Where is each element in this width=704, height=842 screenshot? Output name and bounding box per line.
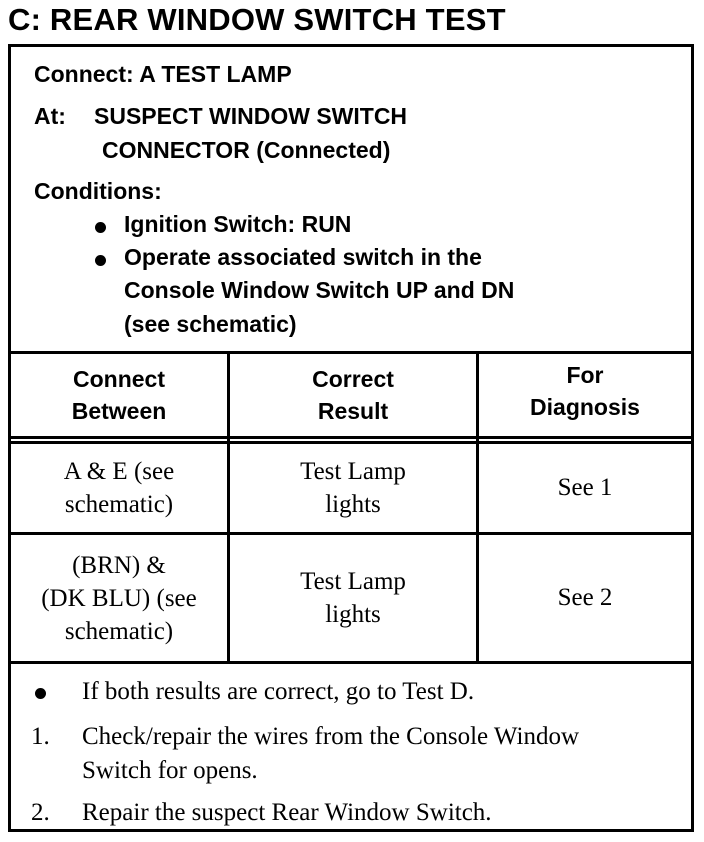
cell-text: Test Lamp (300, 458, 406, 485)
header-text: For (566, 362, 604, 388)
conditions-label: Conditions: (34, 178, 162, 204)
cell-text: schematic) (64, 617, 174, 645)
condition-bullet-icon (95, 222, 106, 233)
header-text: Connect (73, 366, 165, 392)
condition-2-line1: Operate associated switch in the (124, 244, 482, 270)
table-row-2-connect-between (11, 535, 227, 661)
header-text: Diagnosis (530, 394, 640, 420)
cell-text: A & E (see (63, 458, 175, 485)
condition-2-line3: (see schematic) (124, 311, 297, 337)
note-2-marker: 2. (31, 799, 50, 826)
at-label: At: (34, 103, 66, 129)
note-bullet-text: If both results are correct, go to Test D. (82, 678, 475, 705)
table-row-1-diagnosis (479, 444, 691, 532)
header-text: Between (71, 398, 167, 424)
note-1-line1: Check/repair the wires from the Console Window (82, 723, 580, 750)
connect-instruction: Connect: A TEST LAMP (34, 61, 292, 87)
cell-text: (BRN) & (72, 551, 166, 579)
test-procedure-box (8, 44, 694, 832)
at-location-line2: CONNECTOR (Connected) (102, 137, 391, 163)
column-header-connect-between (11, 354, 227, 436)
note-1-marker: 1. (31, 723, 50, 750)
table-row-1-correct-result (230, 444, 476, 532)
header-divider (11, 436, 691, 439)
cell-text: schematic) (64, 491, 174, 518)
cell-text: (DK BLU) (see (41, 584, 197, 612)
note-bullet-icon (35, 688, 46, 699)
row-divider (11, 661, 691, 664)
cell-text: See 1 (557, 474, 613, 501)
page-title: C: REAR WINDOW SWITCH TEST (8, 2, 506, 37)
condition-1: Ignition Switch: RUN (124, 211, 352, 237)
header-text: Correct (312, 366, 394, 392)
column-header-correct-result (230, 354, 476, 436)
cell-text: lights (325, 601, 381, 628)
table-row-1-connect-between (11, 444, 227, 532)
condition-bullet-icon (95, 255, 106, 266)
table-row-2-diagnosis (479, 535, 691, 661)
header-text: Result (317, 398, 389, 424)
note-2-line1: Repair the suspect Rear Window Switch. (82, 799, 492, 826)
condition-2-line2: Console Window Switch UP and DN (124, 277, 515, 303)
cell-text: See 2 (557, 584, 613, 611)
note-1-line2: Switch for opens. (82, 757, 258, 784)
column-header-for-diagnosis (479, 350, 691, 432)
table-row-2-correct-result (230, 535, 476, 661)
cell-text: Test Lamp (300, 568, 406, 595)
cell-text: lights (325, 491, 381, 518)
at-location-line1: SUSPECT WINDOW SWITCH (94, 103, 408, 129)
